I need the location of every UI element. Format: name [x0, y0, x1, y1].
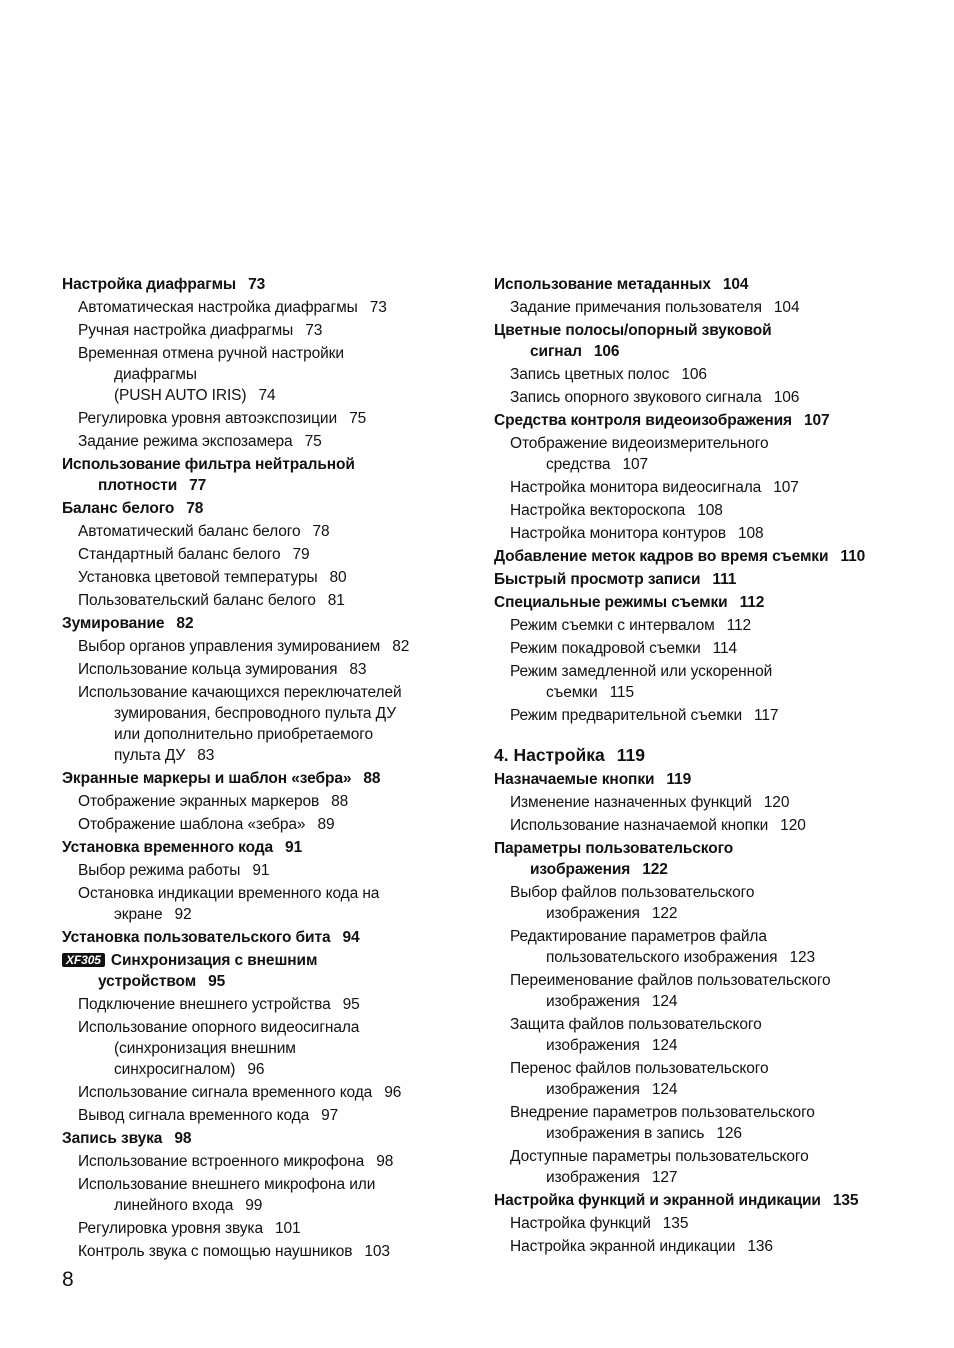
- toc-entry: [62, 883, 462, 925]
- toc-entry-title: Временная отмена ручной настройки: [78, 345, 344, 362]
- toc-entry-title: Назначаемые кнопки 119: [494, 771, 692, 788]
- toc-entry-title: Средства контроля видеоизображения 107: [494, 412, 830, 429]
- toc-entry-title: Добавление меток кадров во время съемки 110: [494, 548, 866, 565]
- toc-entry: [494, 970, 894, 1012]
- toc-entry: [494, 661, 894, 703]
- toc-entry-title: съемки 115: [546, 684, 634, 701]
- toc-page-ref: 122: [651, 905, 678, 922]
- toc-entry-title: Внедрение параметров пользовательского: [510, 1104, 815, 1121]
- toc-entry-title: средства 107: [546, 456, 648, 473]
- toc-page-ref: 88: [363, 770, 381, 787]
- toc-entry: [62, 659, 462, 680]
- toc-entry-title: Отображение шаблона «зебра» 89: [78, 816, 335, 833]
- toc-entry: [494, 882, 894, 924]
- toc-entry: [62, 521, 462, 542]
- toc-page-ref: 120: [763, 794, 790, 811]
- toc-page-ref: 127: [651, 1169, 678, 1186]
- toc-entry: [494, 792, 894, 813]
- toc-entry: [494, 769, 894, 790]
- toc-entry-title: сигнал 106: [530, 343, 620, 360]
- toc-page-ref: 124: [651, 1037, 678, 1054]
- toc-entry-title: изображения 124: [546, 1037, 678, 1054]
- toc-entry: [62, 682, 462, 766]
- toc-entry: [62, 1105, 462, 1126]
- toc-entry: [62, 431, 462, 452]
- toc-page-ref: 94: [342, 929, 360, 946]
- toc-entry-title: Запись звука 98: [62, 1130, 192, 1147]
- toc-entry: [62, 636, 462, 657]
- toc-entry-title: Доступные параметры пользовательского: [510, 1148, 809, 1165]
- toc-entry: [62, 950, 462, 992]
- toc-entry: [62, 860, 462, 881]
- toc-entry-title: Использование кольца зумирования 83: [78, 661, 367, 678]
- toc-entry-title: изображения 127: [546, 1169, 678, 1186]
- toc-entry: [494, 705, 894, 726]
- toc-entry: [62, 297, 462, 318]
- toc-entry: [494, 477, 894, 498]
- toc-entry: [494, 433, 894, 475]
- toc-entry-title: Запись опорного звукового сигнала 106: [510, 389, 800, 406]
- toc-entry: [494, 320, 894, 362]
- toc-entry-title: Баланс белого 78: [62, 500, 204, 517]
- toc-entry-title: (PUSH AUTO IRIS) 74: [114, 387, 276, 404]
- toc-page-ref: 88: [331, 793, 349, 810]
- toc-page-ref: 107: [622, 456, 648, 473]
- toc-entry-title: Защита файлов пользовательского: [510, 1016, 762, 1033]
- toc-entry-title: Регулировка уровня автоэкспозиции 75: [78, 410, 367, 427]
- toc-entry: [62, 567, 462, 588]
- toc-entry-title: Использование метаданных 104: [494, 276, 749, 293]
- toc-entry: [62, 1174, 462, 1216]
- toc-entry-title: Задание примечания пользователя 104: [510, 299, 800, 316]
- toc-page-ref: 89: [317, 816, 335, 833]
- toc-entry: [62, 1017, 462, 1080]
- toc-entry-title: Использование опорного видеосигнала: [78, 1019, 360, 1036]
- toc-entry-title: Настройка функций 135: [510, 1215, 689, 1232]
- toc-page-ref: 96: [384, 1084, 402, 1101]
- toc-page-ref: 112: [739, 594, 765, 611]
- toc-entry-title: изображения 124: [546, 1081, 678, 1098]
- toc-page-ref: 119: [666, 771, 692, 788]
- toc-page-ref: 111: [712, 571, 737, 588]
- toc-page-ref: 115: [609, 684, 634, 701]
- toc-entry: [494, 523, 894, 544]
- toc-entry-title: Пользовательский баланс белого 81: [78, 592, 345, 609]
- toc-entry: [62, 768, 462, 789]
- toc-entry: [62, 814, 462, 835]
- toc-entry-title: синхросигналом) 96: [114, 1061, 265, 1078]
- toc-entry-title: Автоматический баланс белого 78: [78, 523, 330, 540]
- toc-entry: [494, 592, 894, 613]
- toc-entry-title: Отображение видеоизмерительного: [510, 435, 769, 452]
- toc-entry-title: Режим замедленной или ускоренной: [510, 663, 773, 680]
- toc-entry: [494, 1213, 894, 1234]
- toc-page-ref: 99: [245, 1197, 263, 1214]
- toc-entry-title: Выбор режима работы 91: [78, 862, 270, 879]
- toc-entry: [494, 1102, 894, 1144]
- toc-page-ref: 75: [349, 410, 367, 427]
- toc-entry: [62, 544, 462, 565]
- toc-entry: [494, 1236, 894, 1257]
- toc-entry: [494, 546, 894, 567]
- toc-page-ref: 91: [285, 839, 303, 856]
- toc-entry-title: пользовательского изображения 123: [546, 949, 815, 966]
- toc-page-ref: 78: [312, 523, 330, 540]
- page-number: 8: [62, 1268, 74, 1291]
- toc-entry-title: Настройка монитора контуров 108: [510, 525, 764, 542]
- toc-entry-title: Использование внешнего микрофона или: [78, 1176, 376, 1193]
- toc-page-ref: 119: [616, 745, 645, 765]
- toc-page-ref: 96: [247, 1061, 265, 1078]
- toc-page-ref: 106: [681, 366, 707, 383]
- toc-entry-title: Использование назначаемой кнопки 120: [510, 817, 806, 834]
- toc-page-ref: 112: [726, 617, 752, 634]
- toc-page-ref: 120: [780, 817, 806, 834]
- toc-page-ref: 135: [832, 1192, 859, 1209]
- toc-entry-title: изображения 122: [546, 905, 678, 922]
- toc-entry-title: Режим съемки с интервалом 112: [510, 617, 752, 634]
- toc-page-ref: 106: [593, 343, 620, 360]
- toc-page-ref: 95: [208, 973, 226, 990]
- toc-entry: [62, 274, 462, 295]
- toc-page-ref: 107: [773, 479, 799, 496]
- toc-chapter: [494, 743, 894, 767]
- toc-page-ref: 73: [369, 299, 387, 316]
- toc-entry-title: Задание режима экспозамера 75: [78, 433, 322, 450]
- toc-entry: [494, 815, 894, 836]
- toc-entry-title: Ручная настройка диафрагмы 73: [78, 322, 323, 339]
- toc-page-ref: 124: [651, 993, 678, 1010]
- toc-entry-title: Перенос файлов пользовательского: [510, 1060, 769, 1077]
- toc-page-ref: 124: [651, 1081, 678, 1098]
- toc-page-ref: 81: [327, 592, 345, 609]
- toc-entry: [494, 926, 894, 968]
- toc-entry-title: Переименование файлов пользовательского: [510, 972, 831, 989]
- toc-page-ref: 73: [248, 276, 266, 293]
- toc-page-ref: 82: [392, 638, 410, 655]
- toc-entry: [494, 274, 894, 295]
- toc-entry: [62, 613, 462, 634]
- toc-page-ref: 98: [376, 1153, 394, 1170]
- toc-page-ref: 114: [712, 640, 738, 657]
- toc-page-ref: 83: [349, 661, 367, 678]
- model-badge: XF305: [62, 953, 105, 967]
- toc-entry-title: Остановка индикации временного кода на: [78, 885, 380, 902]
- toc-entry-title: или дополнительно приобретаемого: [114, 726, 373, 743]
- toc-entry: [494, 410, 894, 431]
- toc-entry: [494, 1014, 894, 1056]
- toc-page-ref: 103: [364, 1243, 390, 1260]
- toc-entry-title: Цветные полосы/опорный звуковой: [494, 322, 772, 339]
- toc-entry-title: Зумирование 82: [62, 615, 194, 632]
- toc-entry-title: плотности 77: [98, 477, 207, 494]
- toc-entry-title: пульта ДУ 83: [114, 747, 215, 764]
- toc-entry-title: диафрагмы: [114, 366, 197, 383]
- toc-entry-title: Настройка функций и экранной индикации 135: [494, 1192, 859, 1209]
- toc-entry-title: XF305 Синхронизация с внешним: [62, 950, 462, 971]
- toc-right-column: [494, 272, 894, 1257]
- toc-entry: [494, 638, 894, 659]
- toc-page-ref: 108: [737, 525, 764, 542]
- toc-page-ref: 108: [697, 502, 723, 519]
- toc-page-ref: 92: [174, 906, 192, 923]
- toc-entry-title: линейного входа 99: [114, 1197, 263, 1214]
- toc-page-ref: 98: [174, 1130, 192, 1147]
- toc-entry: [494, 1058, 894, 1100]
- toc-entry-title: Редактирование параметров файла: [510, 928, 767, 945]
- toc-page-ref: 91: [252, 862, 270, 879]
- toc-entry-title: Использование фильтра нейтральной: [62, 456, 355, 473]
- toc-entry-title: Режим предварительной съемки 117: [510, 707, 779, 724]
- toc-entry: [62, 408, 462, 429]
- toc-entry: [62, 994, 462, 1015]
- toc-page-ref: 80: [329, 569, 347, 586]
- toc-page-ref: 107: [804, 412, 830, 429]
- toc-entry-title: Автоматическая настройка диафрагмы 73: [78, 299, 387, 316]
- toc-entry-title: Запись цветных полос 106: [510, 366, 707, 383]
- toc-entry-title: Регулировка уровня звука 101: [78, 1220, 301, 1237]
- toc-entry: [494, 364, 894, 385]
- toc-page-ref: 75: [304, 433, 322, 450]
- toc-entry-title: Настройка диафрагмы 73: [62, 276, 266, 293]
- toc-entry-title: Специальные режимы съемки 112: [494, 594, 765, 611]
- toc-page-ref: 110: [840, 548, 866, 565]
- toc-page-ref: 79: [292, 546, 310, 563]
- toc-entry: [62, 837, 462, 858]
- toc-entry-title: Вывод сигнала временного кода 97: [78, 1107, 339, 1124]
- toc-entry-title: изображения 122: [530, 861, 668, 878]
- toc-entry: [62, 1082, 462, 1103]
- toc-entry-title: Настройка вектороскопа 108: [510, 502, 723, 519]
- toc-page-ref: 97: [321, 1107, 339, 1124]
- toc-entry-title: Установка временного кода 91: [62, 839, 303, 856]
- toc-entry-title: изображения в запись 126: [546, 1125, 742, 1142]
- toc-left-column: [62, 272, 462, 1262]
- toc-page-ref: 122: [642, 861, 668, 878]
- toc-entry-title: Параметры пользовательского: [494, 840, 734, 857]
- toc-entry: [62, 791, 462, 812]
- toc-entry: [494, 838, 894, 880]
- toc-entry: [62, 320, 462, 341]
- toc-entry: [62, 927, 462, 948]
- toc-page-ref: 95: [342, 996, 360, 1013]
- toc-entry: [62, 1218, 462, 1239]
- toc-page-ref: 78: [186, 500, 204, 517]
- toc-entry-title: Контроль звука с помощью наушников 103: [78, 1243, 390, 1260]
- toc-entry: [62, 1151, 462, 1172]
- toc-page-ref: 106: [773, 389, 800, 406]
- toc-page-ref: 117: [754, 707, 779, 724]
- toc-entry: [494, 1190, 894, 1211]
- toc-page-ref: 101: [274, 1220, 301, 1237]
- toc-entry-title: Стандартный баланс белого 79: [78, 546, 310, 563]
- toc-entry-title: Быстрый просмотр записи 111: [494, 571, 737, 588]
- toc-entry-title: устройством 95: [98, 973, 226, 990]
- toc-page-ref: 126: [716, 1125, 742, 1142]
- toc-entry: [494, 569, 894, 590]
- toc-entry: [494, 500, 894, 521]
- toc-entry: [62, 454, 462, 496]
- toc-entry-title: (синхронизация внешним: [114, 1040, 296, 1057]
- toc-entry: [494, 387, 894, 408]
- toc-entry-title: экране 92: [114, 906, 192, 923]
- toc-entry-title: зумирования, беспроводного пульта ДУ: [114, 705, 396, 722]
- toc-entry: [494, 615, 894, 636]
- toc-entry: [62, 590, 462, 611]
- toc-entry-title: 4. Настройка 119: [494, 745, 645, 765]
- toc-entry-title: Использование качающихся переключателей: [78, 684, 402, 701]
- toc-page-ref: 83: [197, 747, 215, 764]
- toc-entry-title: Режим покадровой съемки 114: [510, 640, 738, 657]
- toc-entry-title: Настройка монитора видеосигнала 107: [510, 479, 799, 496]
- toc-page-ref: 104: [722, 276, 749, 293]
- toc-entry-title: Использование сигнала временного кода 96: [78, 1084, 402, 1101]
- toc-page-ref: 77: [189, 477, 207, 494]
- toc-entry-title: Подключение внешнего устройства 95: [78, 996, 360, 1013]
- toc-page-ref: 123: [789, 949, 815, 966]
- toc-page-ref: 136: [747, 1238, 773, 1255]
- toc-page-ref: 73: [305, 322, 323, 339]
- toc-entry: [494, 1146, 894, 1188]
- toc-page-ref: 74: [258, 387, 276, 404]
- toc-entry-title: Экранные маркеры и шаблон «зебра» 88: [62, 770, 381, 787]
- toc-entry-title: изображения 124: [546, 993, 678, 1010]
- toc-page-ref: 135: [662, 1215, 689, 1232]
- toc-entry-title: Настройка экранной индикации 136: [510, 1238, 773, 1255]
- toc-page-ref: 82: [176, 615, 194, 632]
- toc-entry: [62, 1241, 462, 1262]
- toc-entry-title: Использование встроенного микрофона 98: [78, 1153, 394, 1170]
- toc-page-ref: 104: [773, 299, 800, 316]
- toc-entry-title: Выбор файлов пользовательского: [510, 884, 755, 901]
- toc-entry: [62, 498, 462, 519]
- toc-entry-title: Установка цветовой температуры 80: [78, 569, 347, 586]
- toc-entry-title: Установка пользовательского бита 94: [62, 929, 360, 946]
- toc-entry-title: Изменение назначенных функций 120: [510, 794, 790, 811]
- toc-entry: [494, 297, 894, 318]
- toc-entry-title: Выбор органов управления зумированием 82: [78, 638, 410, 655]
- toc-entry: [62, 1128, 462, 1149]
- toc-entry-title: Отображение экранных маркеров 88: [78, 793, 349, 810]
- toc-entry: [62, 343, 462, 406]
